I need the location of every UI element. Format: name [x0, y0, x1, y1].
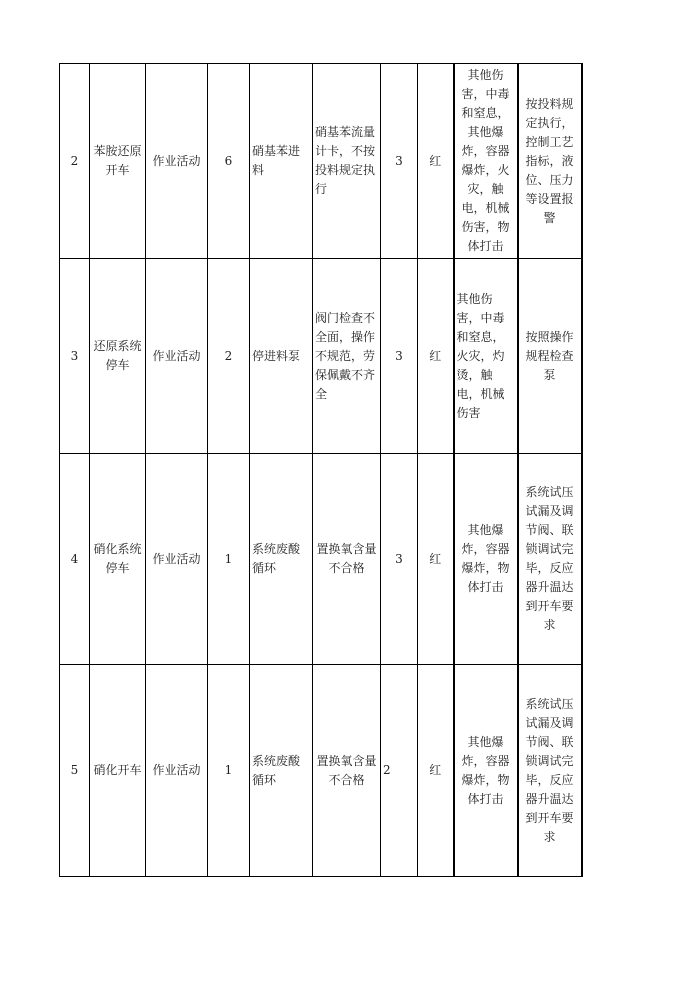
risk-level: 2	[381, 665, 418, 877]
measures: 系统试压试漏及调节阀、联锁调试完毕，反应器升温达到开车要求	[518, 454, 582, 665]
table-row	[60, 665, 582, 877]
step-count: 1	[208, 665, 250, 877]
hazards: 其他伤害，中毒和窒息，火灾，灼烫，触电，机械伤害	[454, 259, 518, 454]
risk-table	[59, 63, 583, 877]
activity-type: 作业活动	[146, 665, 208, 877]
step-name: 停进料泵	[250, 259, 313, 454]
hazards: 其他伤害，中毒和窒息，其他爆炸，容器爆炸，火灾，触电，机械伤害，物体打击	[454, 64, 518, 259]
measures: 按投料规定执行，控制工艺指标，液位、压力等设置报警	[518, 64, 582, 259]
step-name: 系统废酸循环	[250, 665, 313, 877]
activity-type: 作业活动	[146, 259, 208, 454]
risk-color: 红	[418, 454, 454, 665]
risk-color: 红	[418, 64, 454, 259]
activity-name: 硝化开车	[90, 665, 146, 877]
deviation: 硝基苯流量计卡，不按投料规定执行	[313, 64, 381, 259]
risk-color: 红	[418, 665, 454, 877]
row-number: 4	[60, 454, 90, 665]
activity-type: 作业活动	[146, 454, 208, 665]
step-count: 6	[208, 64, 250, 259]
risk-level: 3	[381, 454, 418, 665]
activity-name: 硝化系统停车	[90, 454, 146, 665]
risk-level: 3	[381, 259, 418, 454]
activity-name: 还原系统停车	[90, 259, 146, 454]
activity-type: 作业活动	[146, 64, 208, 259]
deviation: 置换氧含量不合格	[313, 454, 381, 665]
step-count: 1	[208, 454, 250, 665]
hazards: 其他爆炸，容器爆炸，物体打击	[454, 454, 518, 665]
deviation: 置换氧含量不合格	[313, 665, 381, 877]
hazards: 其他爆炸，容器爆炸，物体打击	[454, 665, 518, 877]
activity-name: 苯胺还原开车	[90, 64, 146, 259]
row-number: 3	[60, 259, 90, 454]
measures: 按照操作规程检查泵	[518, 259, 582, 454]
step-name: 硝基苯进料	[250, 64, 313, 259]
measures: 系统试压试漏及调节阀、联锁调试完毕，反应器升温达到开车要求	[518, 665, 582, 877]
deviation: 阀门检查不全面，操作不规范，劳保佩戴不齐全	[313, 259, 381, 454]
risk-color: 红	[418, 259, 454, 454]
risk-level: 3	[381, 64, 418, 259]
row-number: 5	[60, 665, 90, 877]
table-row	[60, 259, 582, 454]
step-name: 系统废酸循环	[250, 454, 313, 665]
step-count: 2	[208, 259, 250, 454]
row-number: 2	[60, 64, 90, 259]
table-row	[60, 64, 582, 259]
table-row	[60, 454, 582, 665]
